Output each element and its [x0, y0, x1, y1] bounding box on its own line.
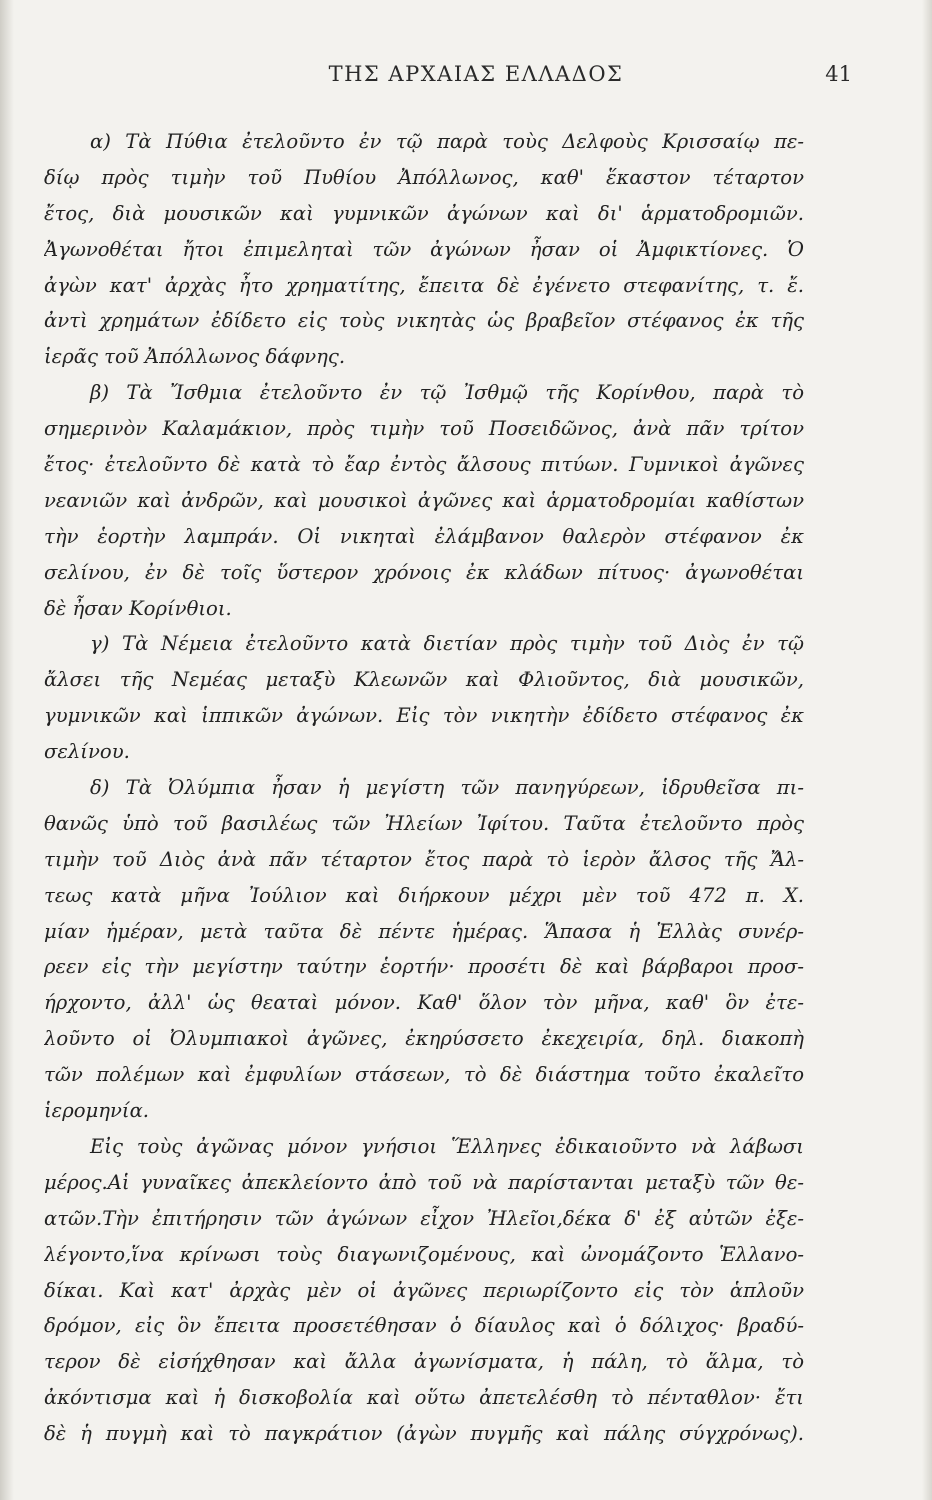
text-line: δρόμον, εἰς ὃν ἔπειτα προσετέθησαν ὁ δίαυλος καὶ ὁ δόλιχος· βραδύ- — [44, 1314, 804, 1338]
text-line: β) Τὰ Ἴσθμια ἐτελοῦντο ἐν τῷ Ἰσθμῷ τῆς Κορίνθου, παρὰ τὸ — [90, 381, 804, 405]
text-line: δὲ ἦσαν Κορίνθιοι. — [44, 596, 232, 620]
text-line: ρεεν εἰς τὴν μεγίστην ταύτην ἑορτήν· προσέτι δὲ καὶ βάρβαροι προσ- — [44, 955, 804, 979]
text-line: μίαν ἡμέραν, μετὰ ταῦτα δὲ πέντε ἡμέρας. Ἅπασα ἡ Ἑλλὰς συνέρ- — [44, 919, 804, 943]
text-line: δ) Τὰ Ὀλύμπια ἦσαν ἡ μεγίστη τῶν πανηγύρεων, ἱδρυθεῖσα πι- — [90, 776, 804, 800]
text-line: τερον δὲ εἰσήχθησαν καὶ ἄλλα ἀγωνίσματα, ἡ πάλη, τὸ ἅλμα, τὸ — [44, 1350, 804, 1374]
text-line: δίῳ πρὸς τιμὴν τοῦ Πυθίου Ἀπόλλωνος, καθ' ἕκαστον τέταρτον — [44, 165, 804, 189]
text-line: γυμνικῶν καὶ ἱππικῶν ἀγώνων. Εἰς τὸν νικητὴν ἐδίδετο στέφανος ἐκ — [44, 704, 804, 728]
text-line: σημερινὸν Καλαμάκιον, πρὸς τιμὴν τοῦ Ποσειδῶνος, ἀνὰ πᾶν τρίτον — [44, 417, 804, 441]
text-line: λέγοντο,ἵνα κρίνωσι τοὺς διαγωνιζομένους, καὶ ὠνομάζοντο Ἑλλανο- — [44, 1242, 804, 1266]
page-header — [100, 62, 852, 102]
text-line: σελίνου, ἐν δὲ τοῖς ὕστερον χρόνοις ἐκ κλάδων πίτυος· ἀγωνοθέται — [44, 560, 804, 584]
text-line: α) Τὰ Πύθια ἐτελοῦντο ἐν τῷ παρὰ τοὺς Δελφοὺς Κρισσαίῳ πε- — [90, 130, 804, 153]
text-line: Ἀγωνοθέται ἤτοι ἐπιμεληταὶ τῶν ἀγώνων ἦσαν οἱ Ἀμφικτίονες. Ὁ — [44, 237, 804, 261]
text-line: ἀντὶ χρημάτων ἐδίδετο εἰς τοὺς νικητὰς ὡς βραβεῖον στέφανος ἐκ τῆς — [44, 309, 804, 333]
text-line: ήρχοντο, ἀλλ' ὡς θεαταὶ μόνον. Καθ' ὅλον τὸν μῆνα, καθ' ὃν ἐτε- — [44, 991, 804, 1015]
body-text — [44, 124, 804, 1452]
text-line: δίκαι. Καὶ κατ' ἀρχὰς μὲν οἱ ἀγῶνες περιωρίζοντο εἰς τὸν ἁπλοῦν — [44, 1278, 804, 1302]
text-line: ατῶν.Τὴν ἐπιτήρησιν τῶν ἀγώνων εἶχον Ἠλεῖοι,δέκα δ' ἐξ αὐτῶν ἐξε- — [44, 1206, 804, 1230]
text-line: λοῦντο οἱ Ὀλυμπιακοὶ ἀγῶνες, ἐκηρύσσετο ἐκεχειρία, δηλ. διακοπὴ — [44, 1027, 804, 1051]
page-number: 41 — [825, 62, 852, 86]
text-line: ἄλσει τῆς Νεμέας μεταξὺ Κλεωνῶν καὶ Φλιοῦντος, διὰ μουσικῶν, — [44, 668, 804, 692]
text-line: νεανιῶν καὶ ἀνδρῶν, καὶ μουσικοὶ ἀγῶνες καὶ ἁρματοδρομίαι καθίστων — [44, 488, 804, 512]
text-line: ἀκόντισμα καὶ ἡ δισκοβολία καὶ οὕτω ἀπετελέσθη τὸ πένταθλον· ἔτι — [44, 1386, 804, 1410]
running-title: ΤΗΣ ΑΡΧΑΙΑΣ ΕΛΛΑΔΟΣ — [328, 62, 624, 86]
text-line: τὴν ἑορτὴν λαμπράν. Οἱ νικηταὶ ἐλάμβανον θαλερὸν στέφανον ἐκ — [44, 524, 804, 548]
text-line: τιμὴν τοῦ Διὸς ἀνὰ πᾶν τέταρτον ἔτος παρὰ τὸ ἱερὸν ἄλσος τῆς Ἄλ- — [44, 847, 804, 871]
text-line: μέρος.Αἱ γυναῖκες ἀπεκλείοντο ἀπὸ τοῦ νὰ παρίστανται μεταξὺ τῶν θε- — [44, 1170, 804, 1194]
text-line: ἔτος, διὰ μουσικῶν καὶ γυμνικῶν ἀγώνων καὶ δι' ἁρματοδρομιῶν. — [44, 201, 804, 225]
text-line: ἱερομηνία. — [44, 1099, 150, 1123]
text-line: δὲ ἡ πυγμὴ καὶ τὸ παγκράτιον (ἀγὼν πυγμῆς καὶ πάλης σύγχρόνως). — [44, 1422, 804, 1446]
text-line: γ) Τὰ Νέμεια ἐτελοῦντο κατὰ διετίαν πρὸς τιμὴν τοῦ Διὸς ἐν τῷ — [90, 632, 804, 656]
text-line: Εἰς τοὺς ἀγῶνας μόνον γνήσιοι Ἕλληνες ἐδικαιοῦντο νὰ λάβωσι — [90, 1134, 804, 1158]
text-line: ἔτος· ἐτελοῦντο δὲ κατὰ τὸ ἔαρ ἐντὸς ἄλσους πιτύων. Γυμνικοὶ ἀγῶνες — [44, 453, 804, 477]
text-line: θανῶς ὑπὸ τοῦ βασιλέως τῶν Ἠλείων Ἰφίτου. Ταῦτα ἐτελοῦντο πρὸς — [44, 811, 804, 835]
text-line: τῶν πολέμων καὶ ἐμφυλίων στάσεων, τὸ δὲ διάστημα τοῦτο ἐκαλεῖτο — [44, 1063, 804, 1087]
text-line: ἱερᾶς τοῦ Ἀπόλλωνος δάφνης. — [44, 345, 346, 369]
text-line: τεως κατὰ μῆνα Ἰούλιον καὶ διήρκουν μέχρι μὲν τοῦ 472 π. Χ. — [44, 883, 804, 907]
text-line: σελίνου. — [44, 740, 130, 764]
text-line: ἀγὼν κατ' ἀρχὰς ἦτο χρηματίτης, ἔπειτα δὲ ἐγένετο στεφανίτης, τ. ἔ. — [44, 273, 804, 297]
